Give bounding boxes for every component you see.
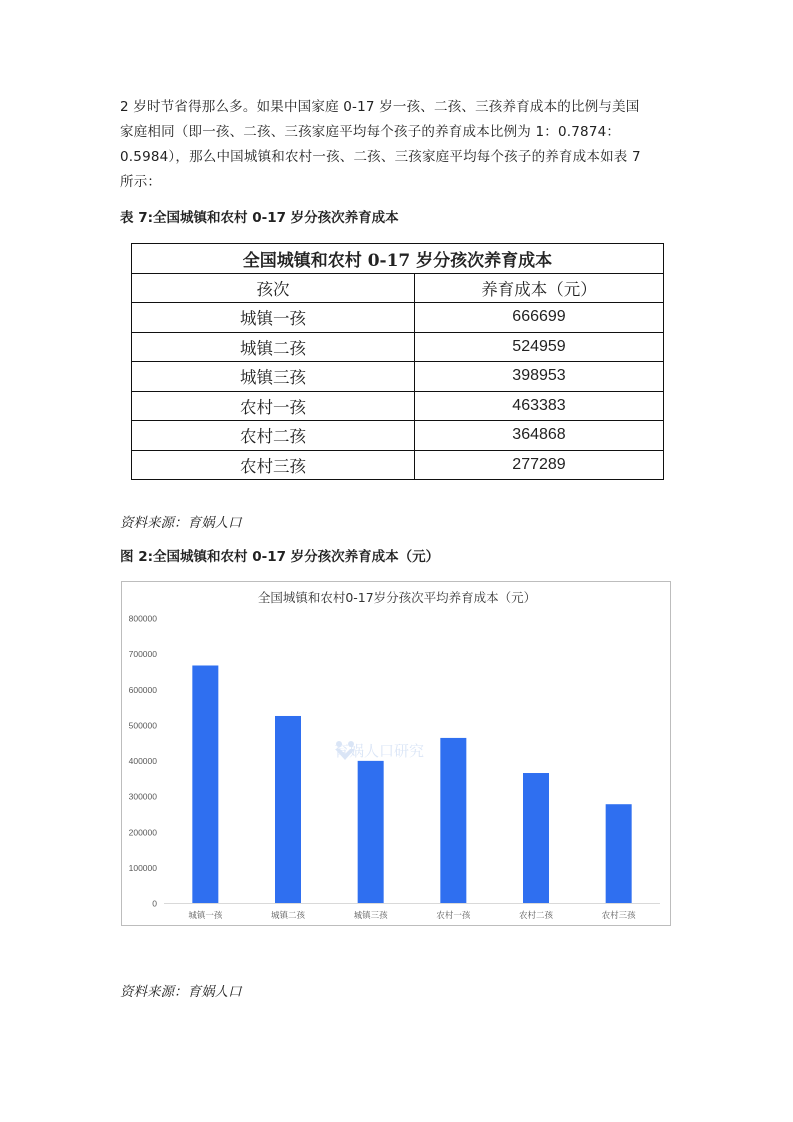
- chart-canvas: [122, 582, 672, 927]
- row-label: 城镇二孩: [132, 332, 415, 362]
- bar: [275, 716, 301, 903]
- table-source-note: 资料来源：育娲人口: [120, 515, 242, 531]
- table-row: [132, 362, 664, 392]
- bar: [358, 761, 384, 903]
- paragraph-line: 2 岁时节省得那么多。如果中国家庭 0-17 岁一孩、二孩、三孩养育成本的比例与美国: [120, 99, 640, 115]
- column-header-order: 孩次: [132, 273, 415, 303]
- x-tick-label: 城镇一孩: [188, 911, 223, 921]
- y-tick-label: 400000: [128, 756, 157, 766]
- y-tick-label: 800000: [128, 613, 157, 624]
- row-value: 364868: [415, 421, 664, 451]
- bar: [606, 804, 632, 903]
- bar: [523, 773, 549, 903]
- row-value: 398953: [415, 362, 664, 392]
- row-label: 农村一孩: [132, 391, 415, 421]
- bar: [440, 738, 466, 903]
- y-tick-label: 300000: [128, 791, 157, 802]
- paragraph-line: 家庭相同（即一孩、二孩、三孩家庭平均每个孩子的养育成本比例为 1：0.7874：: [120, 124, 621, 140]
- table-caption: 表 7:全国城镇和农村 0-17 岁分孩次养育成本: [120, 210, 399, 226]
- row-value: 463383: [415, 391, 664, 421]
- row-label: 城镇一孩: [132, 303, 415, 333]
- row-label: 农村三孩: [132, 450, 415, 480]
- figure-source-note: 资料来源：育娲人口: [120, 984, 242, 1000]
- cost-table: [131, 243, 664, 480]
- row-label: 城镇三孩: [132, 362, 415, 392]
- x-tick-label: 城镇三孩: [353, 911, 388, 921]
- bar: [192, 665, 218, 903]
- x-tick-label: 农村二孩: [518, 911, 554, 921]
- table-row: [132, 332, 664, 362]
- bar-chart: [121, 581, 671, 926]
- y-tick-label: 700000: [128, 649, 157, 660]
- y-tick-label: 600000: [128, 684, 157, 695]
- row-value: 277289: [415, 450, 664, 480]
- intro-paragraph: [120, 95, 680, 195]
- row-value: 524959: [415, 332, 664, 362]
- row-label: 农村二孩: [132, 421, 415, 451]
- x-tick-label: 农村一孩: [436, 911, 471, 921]
- paragraph-line: 所示：: [120, 174, 162, 190]
- table-row: [132, 391, 664, 421]
- x-tick-label: 城镇二孩: [270, 911, 306, 921]
- watermark-text: 育娲人口研究: [334, 743, 425, 760]
- table-title: 全国城镇和农村 0-17 岁分孩次养育成本: [132, 244, 664, 274]
- column-header-cost: 养育成本（元）: [415, 273, 664, 303]
- row-value: 666699: [415, 303, 664, 333]
- table-row: [132, 450, 664, 480]
- table-row: [132, 303, 664, 333]
- y-tick-label: 100000: [128, 862, 157, 873]
- x-tick-label: 农村三孩: [601, 911, 636, 921]
- y-tick-label: 500000: [128, 720, 157, 731]
- chart-title: 全国城镇和农村0-17岁分孩次平均养育成本（元）: [257, 590, 537, 605]
- table-row: [132, 421, 664, 451]
- paragraph-line: 0.5984），那么中国城镇和农村一孩、二孩、三孩家庭平均每个孩子的养育成本如表 7: [120, 149, 641, 165]
- y-tick-label: 0: [152, 898, 157, 909]
- y-tick-label: 200000: [128, 827, 157, 838]
- figure-caption: 图 2:全国城镇和农村 0-17 岁分孩次养育成本（元）: [120, 549, 440, 565]
